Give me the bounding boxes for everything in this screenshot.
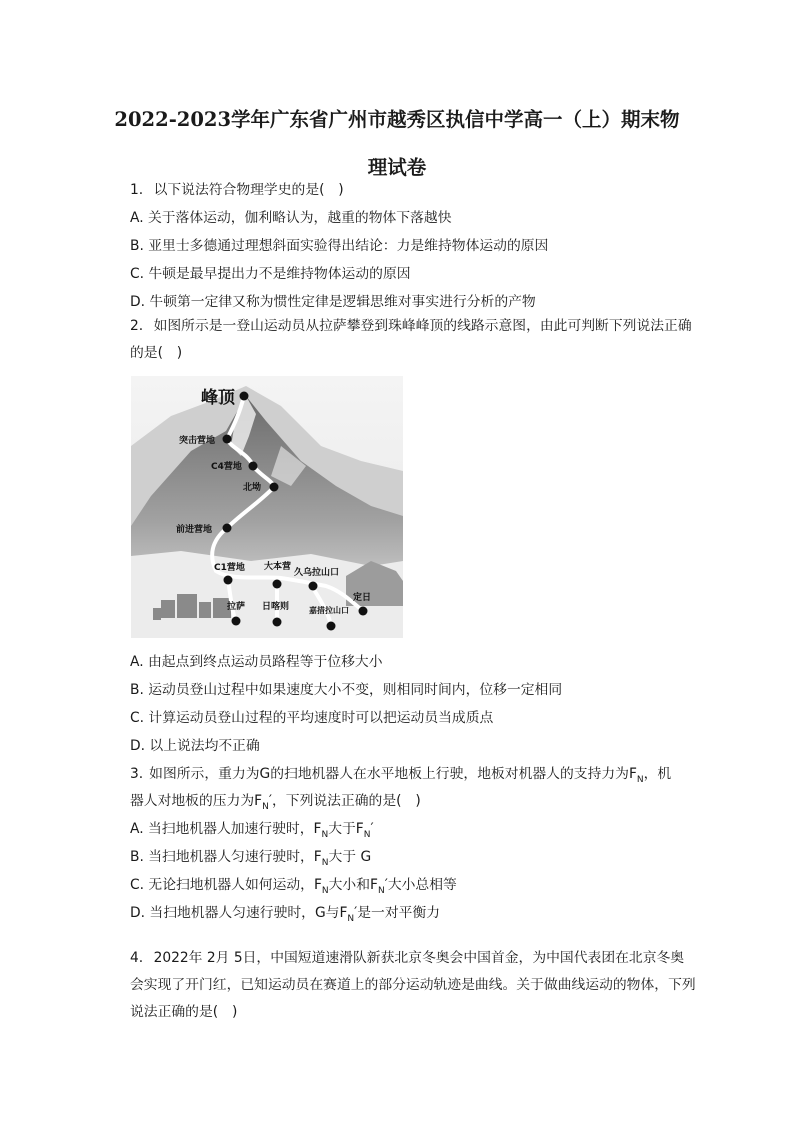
q3-stem-text-2-end: ′，下列说法正确的是( ): [268, 793, 421, 809]
q3-b-pre: B. 当扫地机器人匀速行驶时，F: [130, 849, 322, 865]
q4-number: 4.: [130, 950, 144, 966]
q2-option-d: D. 以上说法均不正确: [130, 738, 260, 754]
point-lhasa: [232, 617, 241, 626]
q3-a-pre: A. 当扫地机器人加速行驶时，F: [130, 821, 322, 837]
q1-option-b: B. 亚里士多德通过理想斜面实验得出结论：力是维持物体运动的原因: [130, 238, 549, 254]
point-advanced-camp: [223, 524, 232, 533]
label-jiuwula-pass: 久乌拉山口: [294, 568, 340, 578]
point-c1-camp: [224, 576, 233, 585]
point-assault-camp: [223, 435, 232, 444]
q1-number: 1.: [130, 182, 144, 198]
point-c4-camp: [249, 462, 258, 471]
q2-option-a: A. 由起点到终点运动员路程等于位移大小: [130, 654, 383, 670]
q1-stem: [130, 178, 696, 198]
q3-a-sub2: N: [363, 829, 371, 840]
q2-option-c: C. 计算运动员登山过程的平均速度时可以把运动员当成质点: [130, 710, 494, 726]
q3-option-b: [130, 845, 696, 868]
route-map-svg: [131, 376, 403, 638]
q3-a-sub1: N: [321, 829, 329, 840]
q3-c-end: ′大小总相等: [384, 877, 457, 893]
point-shigatse: [273, 618, 282, 627]
q3-stem-line1: [130, 762, 696, 785]
q3-option-a: [130, 817, 696, 840]
q2-number: 2.: [130, 318, 144, 334]
q3-a-end: ′: [370, 821, 374, 837]
label-lhasa: 拉萨: [227, 602, 246, 612]
point-gyatso-la-pass: [327, 622, 336, 631]
label-base-camp: 大本营: [264, 562, 292, 572]
q3-d-sub1: N: [347, 913, 355, 924]
label-advanced-camp: 前进营地: [176, 525, 213, 535]
q1-option-a: A. 关于落体运动，伽利略认为，越重的物体下落越快: [130, 210, 452, 226]
q3-stem-text-2: 器人对地板的压力为F: [130, 793, 263, 809]
q3-b-mid: 大于 G: [328, 849, 372, 865]
q3-subscript: N: [262, 801, 269, 812]
label-gyatso-la-pass: 嘉措拉山口: [309, 606, 349, 615]
q2-stem: [130, 313, 696, 367]
point-dingri: [359, 607, 368, 616]
q4-stem: [130, 945, 696, 1026]
climbing-route-figure: [131, 376, 403, 638]
q4-stem-text: 2022年 2月 5日，中国短道速滑队新获北京冬奥会中国首金，为中国代表团在北京冬奥会实现了开门红，已知运动员在赛道上的部分运动轨迹是曲线。关于做曲线运动的物体，下列说法正确的是( ): [130, 950, 696, 1020]
q3-stem-line2: [130, 789, 696, 812]
q3-d-pre: D. 当扫地机器人匀速行驶时，G与F: [130, 905, 348, 921]
q3-c-sub2: N: [377, 885, 385, 896]
q3-a-mid: 大于F: [328, 821, 364, 837]
point-jiuwula-pass: [309, 582, 318, 591]
q3-c-sub1: N: [321, 885, 329, 896]
q1-stem-text: 以下说法符合物理学史的是( ): [153, 182, 344, 198]
q1-option-c: C. 牛顿是最早提出力不是维持物体运动的原因: [130, 266, 411, 282]
q3-stem-text-1-end: ，机: [643, 766, 672, 782]
label-c1-camp: C1营地: [214, 563, 245, 573]
q2-option-b: B. 运动员登山过程中如果速度大小不变，则相同时间内，位移一定相同: [130, 682, 563, 698]
q3-option-d: [130, 901, 696, 924]
q2-stem-text: 如图所示是一登山运动员从拉萨攀登到珠峰峰顶的线路示意图，由此可判断下列说法正确的是( ): [130, 318, 692, 361]
point-north-col: [270, 483, 279, 492]
point-base-camp: [273, 580, 282, 589]
q3-stem-text-1: 如图所示，重力为G的扫地机器人在水平地板上行驶，地板对机器人的支持力为F: [149, 766, 637, 782]
q3-c-mid: 大小和F: [328, 877, 378, 893]
q1-option-d: D. 牛顿第一定律又称为惯性定律是逻辑思维对事实进行分析的产物: [130, 294, 536, 310]
q3-number: 3.: [130, 766, 144, 782]
q3-c-pre: C. 无论扫地机器人如何运动，F: [130, 877, 322, 893]
label-shigatse: 日喀则: [262, 602, 290, 612]
exam-title-line2: 理试卷: [367, 156, 427, 179]
point-summit: [240, 392, 249, 401]
label-assault-camp: 突击营地: [179, 436, 216, 446]
exam-title-line1: 2022-2023学年广东省广州市越秀区执信中学高一（上）期末物: [114, 108, 680, 131]
label-north-col: 北坳: [243, 483, 262, 493]
q3-b-sub1: N: [321, 857, 329, 868]
label-dingri: 定日: [353, 593, 372, 603]
label-c4-camp: C4营地: [211, 462, 242, 472]
label-summit: 峰顶: [201, 388, 235, 408]
q3-d-mid: ′是一对平衡力: [354, 905, 441, 921]
q3-option-c: [130, 873, 696, 896]
q3-subscript: N: [636, 774, 644, 785]
